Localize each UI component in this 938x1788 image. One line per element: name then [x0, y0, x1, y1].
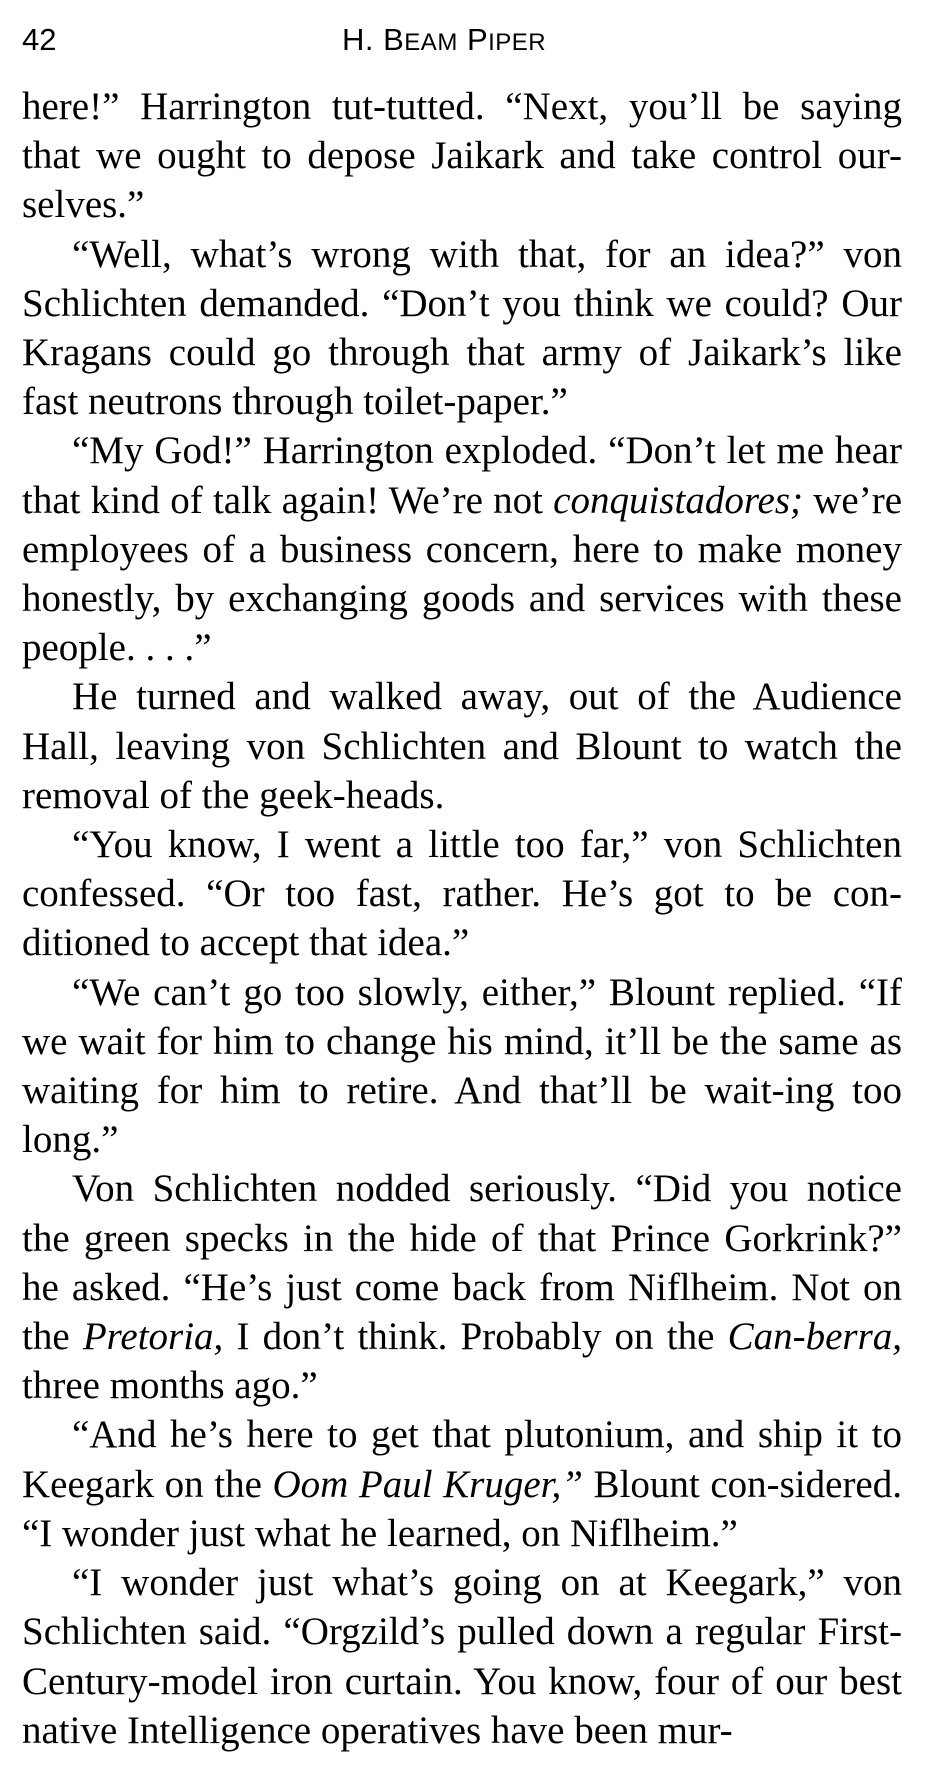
text-run: I don’t think. Probably on the [223, 1315, 728, 1359]
running-head [22, 18, 902, 62]
title-part-4: IPER [488, 29, 547, 56]
paragraph: “You know, I went a little too far,” von Schlichten confessed. “Or too fast, rather. He’s got to be con-ditioned to accept that idea.” [22, 823, 902, 965]
italic-text-run: Pretoria, [82, 1315, 224, 1359]
title-space [458, 22, 467, 57]
paragraph: “Well, what’s wrong with that, for an idea?” von Schlichten demanded. “Don’t you think we could? Our Kragans could go through that army of Jaikark’s like fast neutrons through toilet-paper.” [22, 232, 902, 424]
title-part-1: H. B [342, 22, 405, 57]
paragraph [22, 1410, 902, 1558]
text-run: Blount con-sidered. “I wonder just what he learned, on Niflheim.” [22, 1462, 902, 1555]
italic-text-run: Can-berra, [727, 1315, 902, 1359]
running-head-title [342, 18, 546, 65]
paragraph: He turned and walked away, out of the Audience Hall, leaving von Schlichten and Blount to watch the removal of the geek-heads. [22, 675, 902, 817]
text-run: “And he’s here to get that plutonium, and ship it to Keegark on the [22, 1413, 902, 1506]
paragraph: “I wonder just what’s going on at Keegark,” von Schlichten said. “Orgzild’s pulled down a regular First-Century-model iron curtain. You know, four of our best native Intelligence operatives have been mur- [22, 1561, 902, 1752]
text-run: three months ago.” [22, 1364, 318, 1408]
text-run: “My God!” Harrington exploded. “Don’t let me hear that kind of talk again! We’re not [22, 429, 902, 522]
page-number: 42 [22, 22, 57, 57]
paragraph [22, 426, 902, 672]
body-text [22, 82, 902, 1755]
paragraph [22, 1164, 902, 1410]
paragraph: here!” Harrington tut-tutted. “Next, you’ll be saying that we ought to depose Jaikark and take control our-selves.” [22, 85, 902, 227]
italic-text-run: Oom Paul Kruger,” [272, 1462, 583, 1506]
italic-text-run: conquistadores; [553, 478, 804, 522]
title-part-3: P [466, 22, 489, 57]
paragraph: “We can’t go too slowly, either,” Blount replied. “If we wait for him to change his mind, it’ll be the same as waiting for him to retire. And that’ll be wait-ing too long.” [22, 970, 902, 1162]
title-part-2: EAM [404, 29, 458, 56]
text-run: we’re employees of a business concern, here to make money honestly, by exchanging goods and services with these people. . . .” [22, 478, 903, 670]
text-run: Von Schlichten nodded seriously. “Did you notice the green specks in the hide of that Prince Gorkrink?” he asked. “He’s just come back from Niflheim. Not on the [22, 1167, 902, 1359]
